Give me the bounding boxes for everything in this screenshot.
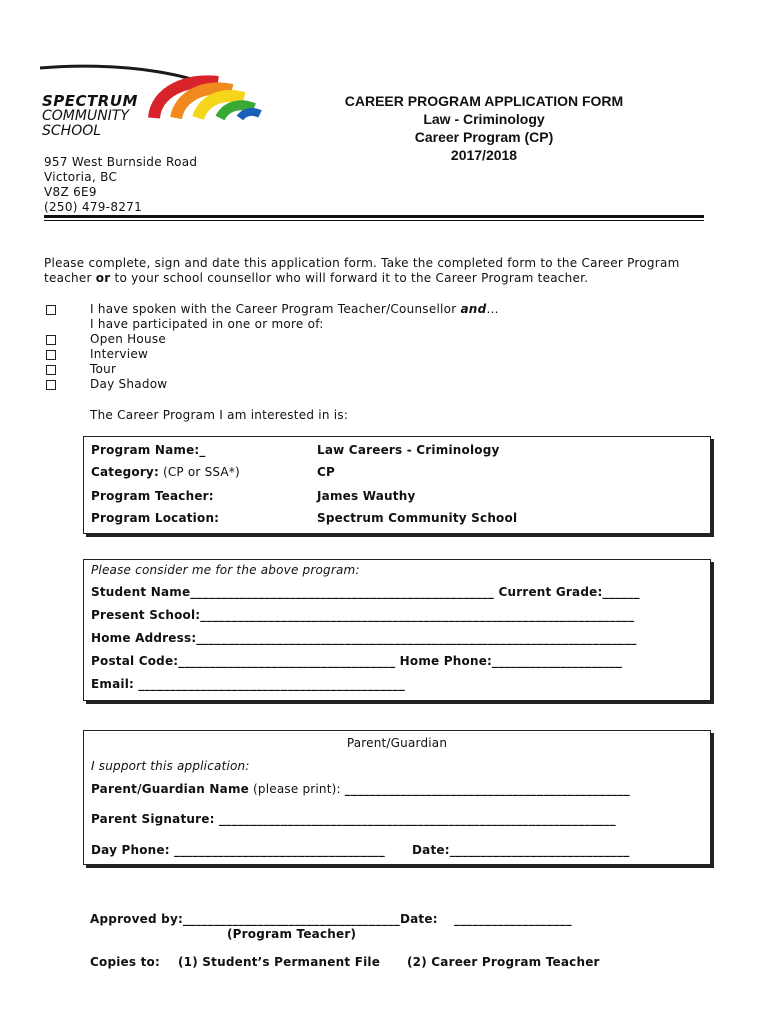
copy-permanent-file: (1) Student’s Permanent File [178,955,381,969]
instructions-text-end: to your school counsellor who will forward it to the Career Program teacher. [110,271,589,285]
checklist-spoken [90,302,499,317]
checklist-item-day-shadow: Day Shadow [90,377,168,391]
approved-by-field[interactable]: Approved by:___________________________________Date: [90,912,438,926]
checkbox-day-shadow[interactable] [46,380,56,390]
program-info-box [83,436,711,534]
checkbox-tour[interactable] [46,365,56,375]
program-name-value: Law Careers - Criminology [317,443,500,457]
category-label [91,465,240,479]
program-location-value: Spectrum Community School [317,511,518,525]
program-name-label: Program Name:_ [91,443,206,457]
checklist [44,302,704,392]
copies-label: Copies to: [90,955,160,969]
student-info-box [83,559,711,701]
home-address-field[interactable]: Home Address:_______________________________________________________________________ [91,631,637,645]
address-street: 957 West Burnside Road [44,155,198,169]
address-phone: (250) 479-8271 [44,200,143,214]
spoken-and: and [460,302,487,316]
address-postal: V8Z 6E9 [44,185,97,199]
checklist-item-tour: Tour [90,362,117,376]
copy-career-teacher: (2) Career Program Teacher [407,955,600,969]
program-teacher-sublabel: (Program Teacher) [227,927,357,941]
checklist-item-open-house: Open House [90,332,166,346]
spoken-text: I have spoken with the Career Program Teacher/Counsellor [90,302,461,316]
checklist-participated: I have participated in one or more of: [90,317,324,331]
parent-box-heading: Parent/Guardian [346,736,448,750]
form-title: CAREER PROGRAM APPLICATION FORM [344,93,624,109]
checklist-item-interview: Interview [90,347,149,361]
category-hint: (CP or SSA*) [158,465,240,479]
logo-line-school: SCHOOL [42,123,102,139]
program-teacher-value: James Wauthy [317,489,416,503]
parent-name-label: Parent/Guardian Name [91,782,250,796]
program-type: Career Program (CP) [414,129,554,145]
day-phone-field[interactable]: Day Phone: __________________________________ [91,843,385,857]
checkbox-spoken[interactable] [46,305,56,315]
instructions-text: teacher [44,271,96,285]
instructions-line-2 [44,271,724,286]
student-box-intro: Please consider me for the above program: [91,563,360,577]
instructions-or: or [95,271,111,285]
parent-guardian-box [83,730,711,865]
program-teacher-label: Program Teacher: [91,489,214,503]
logo-line-community: COMMUNITY [42,108,129,124]
student-name-field[interactable]: Student Name_________________________________________________ Current Grade:______ [91,585,640,599]
program-location-label: Program Location: [91,511,220,525]
school-address [44,155,197,215]
email-field[interactable]: Email: ___________________________________________ [91,677,406,691]
parent-name-field[interactable] [91,782,630,796]
header-divider-thick [44,215,704,218]
parent-signature-field[interactable]: Parent Signature: ________________________________________________________________ [91,812,616,826]
school-logo [36,62,266,142]
parent-name-hint: (please print): [249,782,345,796]
interest-label: The Career Program I am interested in is: [90,408,349,422]
postal-phone-field[interactable]: Postal Code:___________________________________ Home Phone:_____________________ [91,654,623,668]
form-header [324,92,644,164]
checkbox-interview[interactable] [46,350,56,360]
parent-box-intro: I support this application: [91,759,250,773]
present-school-field[interactable]: Present School:______________________________________________________________________ [91,608,635,622]
parent-name-line: ______________________________________________ [344,782,630,796]
category-label-text: Category: [91,465,159,479]
instructions-line-1: Please complete, sign and date this application form. Take the completed form to the Career Program [44,256,680,270]
header-divider-thin [44,220,704,221]
spoken-ellipsis: … [486,302,499,316]
checkbox-open-house[interactable] [46,335,56,345]
school-year: 2017/2018 [450,147,518,163]
address-city: Victoria, BC [44,170,118,184]
parent-date-field[interactable]: Date:_____________________________ [412,843,630,857]
instructions [44,256,724,286]
logo-line-spectrum: SPECTRUM [42,92,138,110]
category-value: CP [317,465,336,479]
program-subtitle: Law - Criminology [423,111,545,127]
approval-date-line[interactable]: ___________________ [454,912,572,926]
